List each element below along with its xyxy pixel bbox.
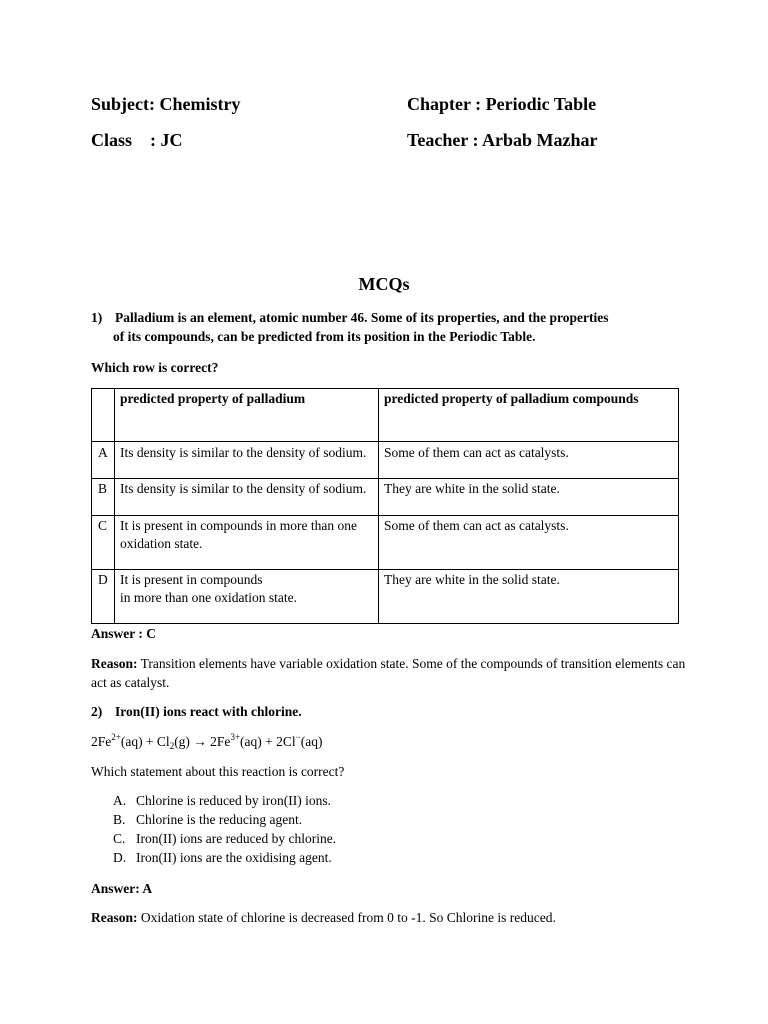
reason-text: Oxidation state of chlorine is decreased from 0 to -1. So Chlorine is reduced. bbox=[137, 910, 556, 925]
equation-superscript: 3+ bbox=[230, 732, 241, 742]
table-cell: They are white in the solid state. bbox=[379, 479, 679, 516]
table-row bbox=[92, 516, 679, 570]
table-row bbox=[92, 570, 679, 624]
table-header-cell: predicted property of palladium compounds bbox=[379, 389, 679, 442]
table-header-cell: predicted property of palladium bbox=[115, 389, 379, 442]
equation-subscript: 2 bbox=[169, 741, 175, 751]
option-marker: A. bbox=[113, 793, 127, 808]
q2-equation bbox=[91, 732, 322, 751]
table-cell: They are white in the solid state. bbox=[379, 570, 679, 624]
table-cell: It is present in compounds in more than one oxidation state. bbox=[115, 516, 379, 570]
reason-label: Reason: bbox=[91, 910, 138, 925]
table-cell: Its density is similar to the density of sodium. bbox=[115, 442, 379, 479]
class-label: Class : JC bbox=[91, 130, 183, 150]
q1-reason bbox=[91, 654, 691, 692]
table-cell bbox=[115, 570, 379, 624]
q1-options-table bbox=[91, 388, 679, 624]
equation-superscript: 2+ bbox=[111, 732, 121, 742]
q1-text-line2: of its compounds, can be predicted from its position in the Periodic Table. bbox=[113, 329, 536, 344]
table-header-cell bbox=[92, 389, 115, 442]
option-c bbox=[113, 829, 336, 848]
q1-prompt: Which row is correct? bbox=[91, 360, 219, 375]
option-list bbox=[113, 791, 336, 867]
chapter-label: Chapter : Periodic Table bbox=[407, 94, 597, 114]
q2-text: Iron(II) ions react with chlorine. bbox=[115, 704, 302, 719]
equation-part: (aq) bbox=[300, 734, 323, 749]
cell-line: It is present in compounds bbox=[120, 572, 263, 587]
q1-answer: Answer : C bbox=[91, 626, 156, 641]
table-cell: Some of them can act as catalysts. bbox=[379, 442, 679, 479]
row-letter: C bbox=[92, 516, 115, 570]
equation-part: 2Fe bbox=[91, 734, 112, 749]
option-marker: B. bbox=[113, 812, 126, 827]
option-text: Chlorine is the reducing agent. bbox=[136, 812, 303, 827]
table-cell: Its density is similar to the density of sodium. bbox=[115, 479, 379, 516]
equation-part: (aq) + Cl bbox=[120, 734, 170, 749]
option-d bbox=[113, 848, 336, 867]
equation-part: (aq) + 2Cl bbox=[240, 734, 296, 749]
q1-number: 1) bbox=[91, 310, 103, 325]
table-row bbox=[92, 479, 679, 516]
equation-part: (g) → 2Fe bbox=[174, 734, 231, 749]
option-text: Iron(II) ions are reduced by chlorine. bbox=[136, 831, 337, 846]
option-text: Chlorine is reduced by iron(II) ions. bbox=[136, 793, 331, 808]
q2-prompt: Which statement about this reaction is correct? bbox=[91, 764, 345, 779]
q2-options bbox=[113, 791, 336, 867]
section-title: MCQs bbox=[358, 274, 410, 294]
reason-text: Transition elements have variable oxidation state. Some of the compounds of transition elements can act as catalyst. bbox=[91, 656, 686, 690]
table-row bbox=[92, 442, 679, 479]
teacher-label: Teacher : Arbab Mazhar bbox=[407, 130, 598, 150]
q2-reason bbox=[91, 908, 711, 927]
option-a bbox=[113, 791, 336, 810]
option-text: Iron(II) ions are the oxidising agent. bbox=[136, 850, 332, 865]
q2-answer: Answer: A bbox=[91, 881, 153, 896]
row-letter: A bbox=[92, 442, 115, 479]
row-letter: D bbox=[92, 570, 115, 624]
table-header-row bbox=[92, 389, 679, 442]
option-b bbox=[113, 810, 336, 829]
q1-text-line1: Palladium is an element, atomic number 46. Some of its properties, and the properties bbox=[115, 310, 609, 325]
row-letter: B bbox=[92, 479, 115, 516]
cell-line: in more than one oxidation state. bbox=[120, 590, 297, 605]
option-marker: D. bbox=[113, 850, 127, 865]
reason-label: Reason: bbox=[91, 656, 138, 671]
q2-number: 2) bbox=[91, 704, 103, 719]
table-cell: Some of them can act as catalysts. bbox=[379, 516, 679, 570]
subject-label: Subject: Chemistry bbox=[91, 94, 241, 114]
option-marker: C. bbox=[113, 831, 126, 846]
equation-superscript: − bbox=[295, 732, 301, 742]
